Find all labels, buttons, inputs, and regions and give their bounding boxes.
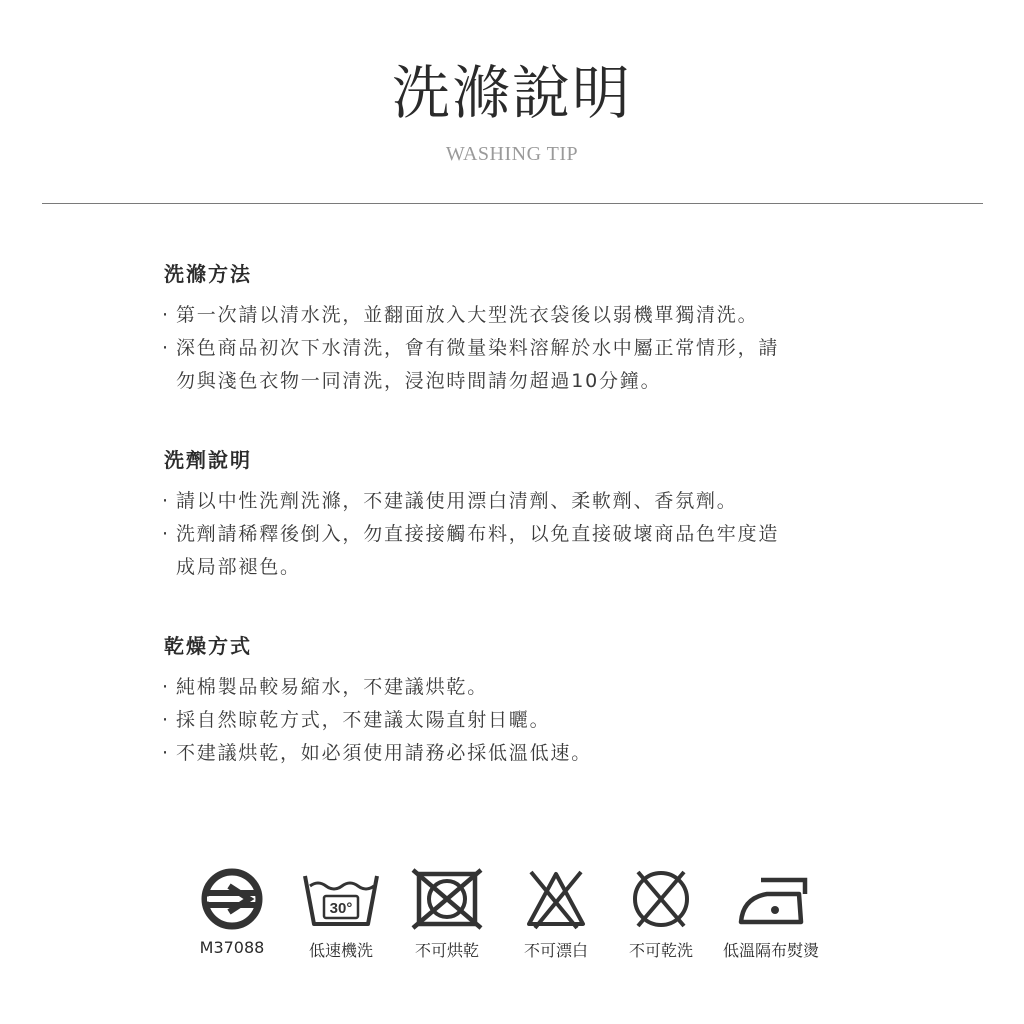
care-item — [392, 868, 502, 961]
care-label: 不可烘乾 — [414, 941, 479, 960]
care-label: 低速機洗 — [308, 941, 373, 960]
no-bleach-icon — [521, 868, 591, 930]
section-title: 乾燥方式 — [164, 634, 252, 658]
list-item: · 純棉製品較易縮水，不建議烘乾。 — [162, 671, 904, 704]
list-item: · 深色商品初次下水清洗，會有微量染料溶解於水中屬正常情形，請 — [162, 332, 904, 365]
section-detergent — [164, 444, 904, 584]
section-washing-method — [164, 258, 904, 398]
care-label: 不可漂白 — [523, 941, 588, 960]
list-item-continued: 勿與淺色衣物一同清洗，浸泡時間請勿超過10分鐘。 — [176, 370, 662, 392]
temperature-label: 30° — [329, 900, 353, 917]
divider — [42, 203, 983, 204]
care-item — [177, 868, 287, 957]
page-subtitle: WASHING TIP — [445, 143, 579, 165]
list-item: · 請以中性洗劑洗滌，不建議使用漂白清劑、柔軟劑、香氛劑。 — [162, 485, 904, 518]
list-item: · 不建議烘乾，如必須使用請務必採低溫低速。 — [162, 737, 904, 770]
low-iron-icon — [731, 868, 811, 930]
care-label: 低溫隔布熨燙 — [722, 941, 819, 960]
section-title: 洗滌方法 — [164, 262, 252, 286]
list-item-continued: 成局部褪色。 — [176, 556, 301, 578]
care-item — [501, 868, 611, 961]
instructions — [164, 258, 904, 816]
care-icons — [0, 868, 1024, 968]
no-tumble-dry-icon — [409, 868, 485, 930]
care-label: 不可乾洗 — [628, 941, 693, 960]
care-item — [606, 868, 716, 961]
bsmi-mark-icon — [199, 868, 265, 930]
list-item: · 採自然晾乾方式，不建議太陽直射日曬。 — [162, 704, 904, 737]
list-item: · 第一次請以清水洗，並翻面放入大型洗衣袋後以弱機單獨清洗。 — [162, 299, 904, 332]
care-item — [716, 868, 826, 961]
page-title: 洗滌說明 — [391, 59, 632, 127]
section-drying — [164, 630, 904, 770]
section-title: 洗劑說明 — [164, 448, 252, 472]
care-label: M37088 — [199, 938, 265, 957]
care-item — [286, 868, 396, 961]
list-item: · 洗劑請稀釋後倒入，勿直接接觸布料，以免直接破壞商品色牢度造 — [162, 518, 904, 551]
wash-30-icon — [300, 868, 382, 930]
no-dry-clean-icon — [626, 868, 696, 930]
